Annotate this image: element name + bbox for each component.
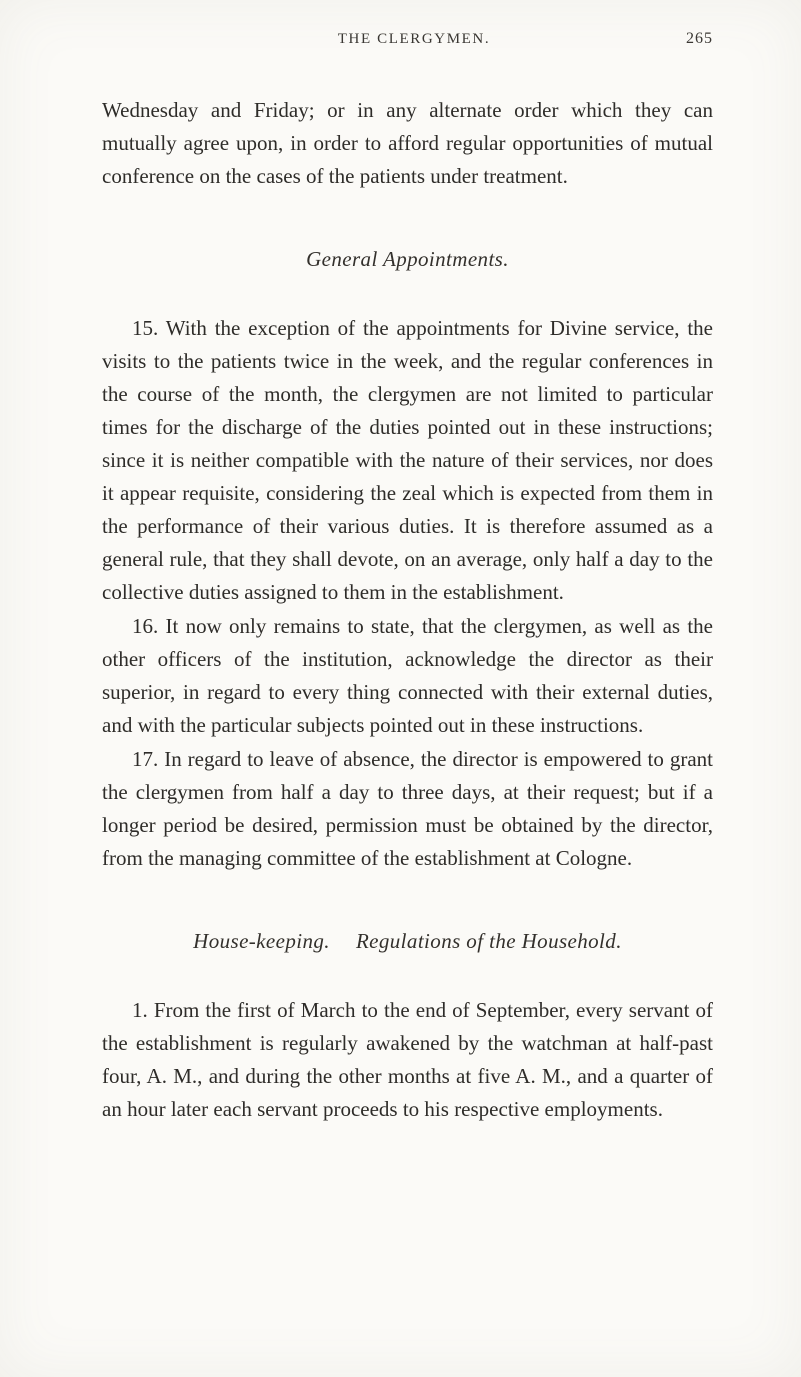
section-heading-general-appointments <box>102 243 713 276</box>
page-number: 265 <box>686 30 713 47</box>
section-heading-text-right: Regulations of the Household. <box>355 929 622 953</box>
section-heading-housekeeping <box>102 925 713 958</box>
paragraph-continuation: Wednesday and Friday; or in any alternate order which they can mutually agree upon, in order to afford regular opportunities of mutual conference on the cases of the patients under treatment. <box>102 98 713 188</box>
paragraph-17: 17. In regard to leave of absence, the director is empowered to grant the clergymen from half a day to three days, at their request; but if a longer period be desired, permission must be obtained by the director, from the managing committee of the establishment at Cologne. <box>102 747 713 870</box>
paragraph-15: 15. With the exception of the appointments for Divine service, the visits to the patients twice in the week, and the regular conferences in the course of the month, the clergymen are not limited to particular times for the discharge of the duties pointed out in these instructions; since it is neither compatible with the nature of their services, nor does it appear requisite, considering the zeal which is expected from them in the performance of their various duties. It is therefore assumed as a general rule, that they shall devote, on an average, only half a day to the collective duties assigned to them in the establishment. <box>102 316 713 604</box>
running-title: THE CLERGYMEN. <box>337 31 491 47</box>
section-heading-text-left: House-keeping. <box>193 929 330 953</box>
section-heading-text: General Appointments. <box>306 247 509 271</box>
page-body <box>102 94 713 1126</box>
paragraph-16: 16. It now only remains to state, that the clergymen, as well as the other officers of the institution, acknowledge the director as their superior, in regard to every thing connected with their external duties, and with the particular subjects pointed out in these instructions. <box>102 614 713 737</box>
running-header <box>102 30 713 48</box>
paragraph-1-housekeeping: 1. From the first of March to the end of September, every servant of the establishment is regularly awakened by the watchman at half-past four, A. M., and during the other months at five A. M., and a quarter of an hour later each servant proceeds to his respective employments. <box>102 998 713 1121</box>
